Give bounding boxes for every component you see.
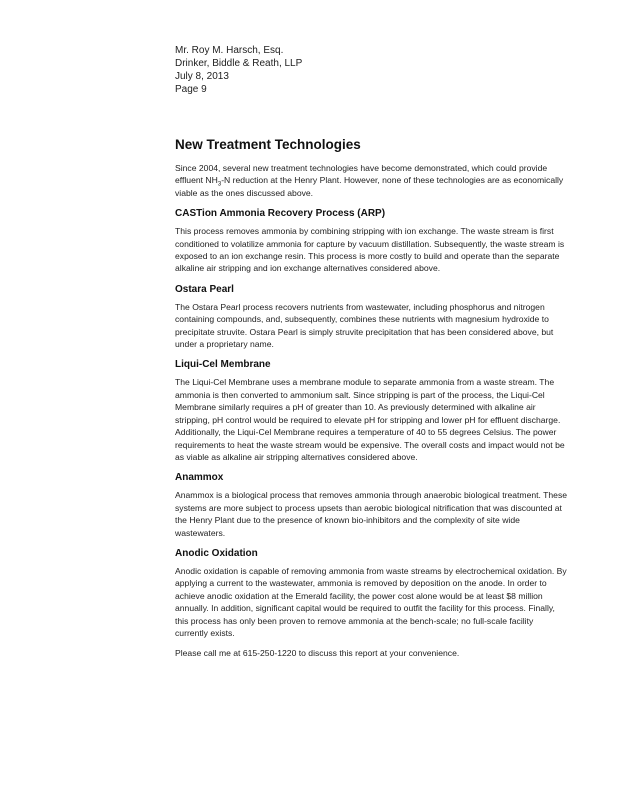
paragraph-ostara-pearl: The Ostara Pearl process recovers nutrients from wastewater, including phosphorus and nitrogen containing compounds, and, subsequently, combines these nutrients with magnesium hydroxide to precipitate struvite. Ostara Pearl is simply struvite precipitation that has been considered above, but under a proprietary name. <box>175 301 554 350</box>
intro-text-before: Since 2004, several new treatment technologies have become demonstrated, which could provide effluent NH <box>175 163 548 186</box>
paragraph-liqui-cel: The Liqui-Cel Membrane uses a membrane module to separate ammonia from a waste stream. The ammonia is then converted to ammonium salt. Since stripping is part of the process, the Liqui-Cel Membrane similarly requires a pH of greater than 10. As previously determined with alkaline air stripping, pH control would be required to elevate pH for stripping and lower pH for effluent discharge. Additionally, the Liqui-Cel Membrane requires a temperature of 40 to 55 degrees Celsius. The power requirements to heat the waste stream would be expensive. The overall costs and impact would not be as viable as alkaline air stripping alternatives considered above. <box>175 377 565 462</box>
heading-anodic-oxidation: Anodic Oxidation <box>175 547 258 559</box>
letter-date: July 8, 2013 <box>175 71 229 82</box>
heading-ostara-pearl: Ostara Pearl <box>175 283 234 295</box>
closing-paragraph: Please call me at 615-250-1220 to discuss this report at your convenience. <box>175 648 460 659</box>
intro-text-after: -N reduction at the Henry Plant. However, none of these technologies are as economically viable as the ones discussed above. <box>175 175 564 198</box>
section-title: New Treatment Technologies <box>175 137 361 152</box>
paragraph-anammox: Anammox is a biological process that removes ammonia through anaerobic biological treatment. These systems are more subject to process upsets than aerobic biological nitrification that was discounted at the Henry Plant due to the presence of known bio-inhibitors and the complexity of site wide wastewaters. <box>175 490 568 538</box>
recipient-name: Mr. Roy M. Harsch, Esq. <box>175 45 284 56</box>
heading-liqui-cel: Liqui-Cel Membrane <box>175 359 271 371</box>
letter-body <box>175 137 567 668</box>
heading-anammox: Anammox <box>175 472 224 484</box>
intro-subscript: 3 <box>217 182 222 189</box>
intro-paragraph <box>175 162 567 199</box>
recipient-firm: Drinker, Biddle & Reath, LLP <box>175 58 303 69</box>
page-number: Page 9 <box>175 84 207 95</box>
paragraph-castion-arp: This process removes ammonia by combining stripping with ion exchange. The waste stream is first conditioned to volatilize ammonia for capture by vacuum distillation. Subsequently, the waste stream is exposed to an ion exchange resin. This process is more costly to build and operate than the separate alkaline air stripping and ion exchange alternatives considered above. <box>175 226 565 274</box>
letter-header <box>175 44 302 96</box>
paragraph-anodic-oxidation: Anodic oxidation is capable of removing ammonia from waste streams by electrochemical oxidation. By applying a current to the wastewater, ammonia is removed by deposition on the anode. In order to achieve anodic oxidation at the Emerald facility, the power cost alone would be at least $8 million annually. In addition, significant capital would be required to outfit the facility for this process. Finally, this process has only been proven to remove ammonia at the bench-scale; no full-scale facility currently exists. <box>175 565 567 638</box>
heading-castion-arp: CASTion Ammonia Recovery Process (ARP) <box>175 208 386 220</box>
